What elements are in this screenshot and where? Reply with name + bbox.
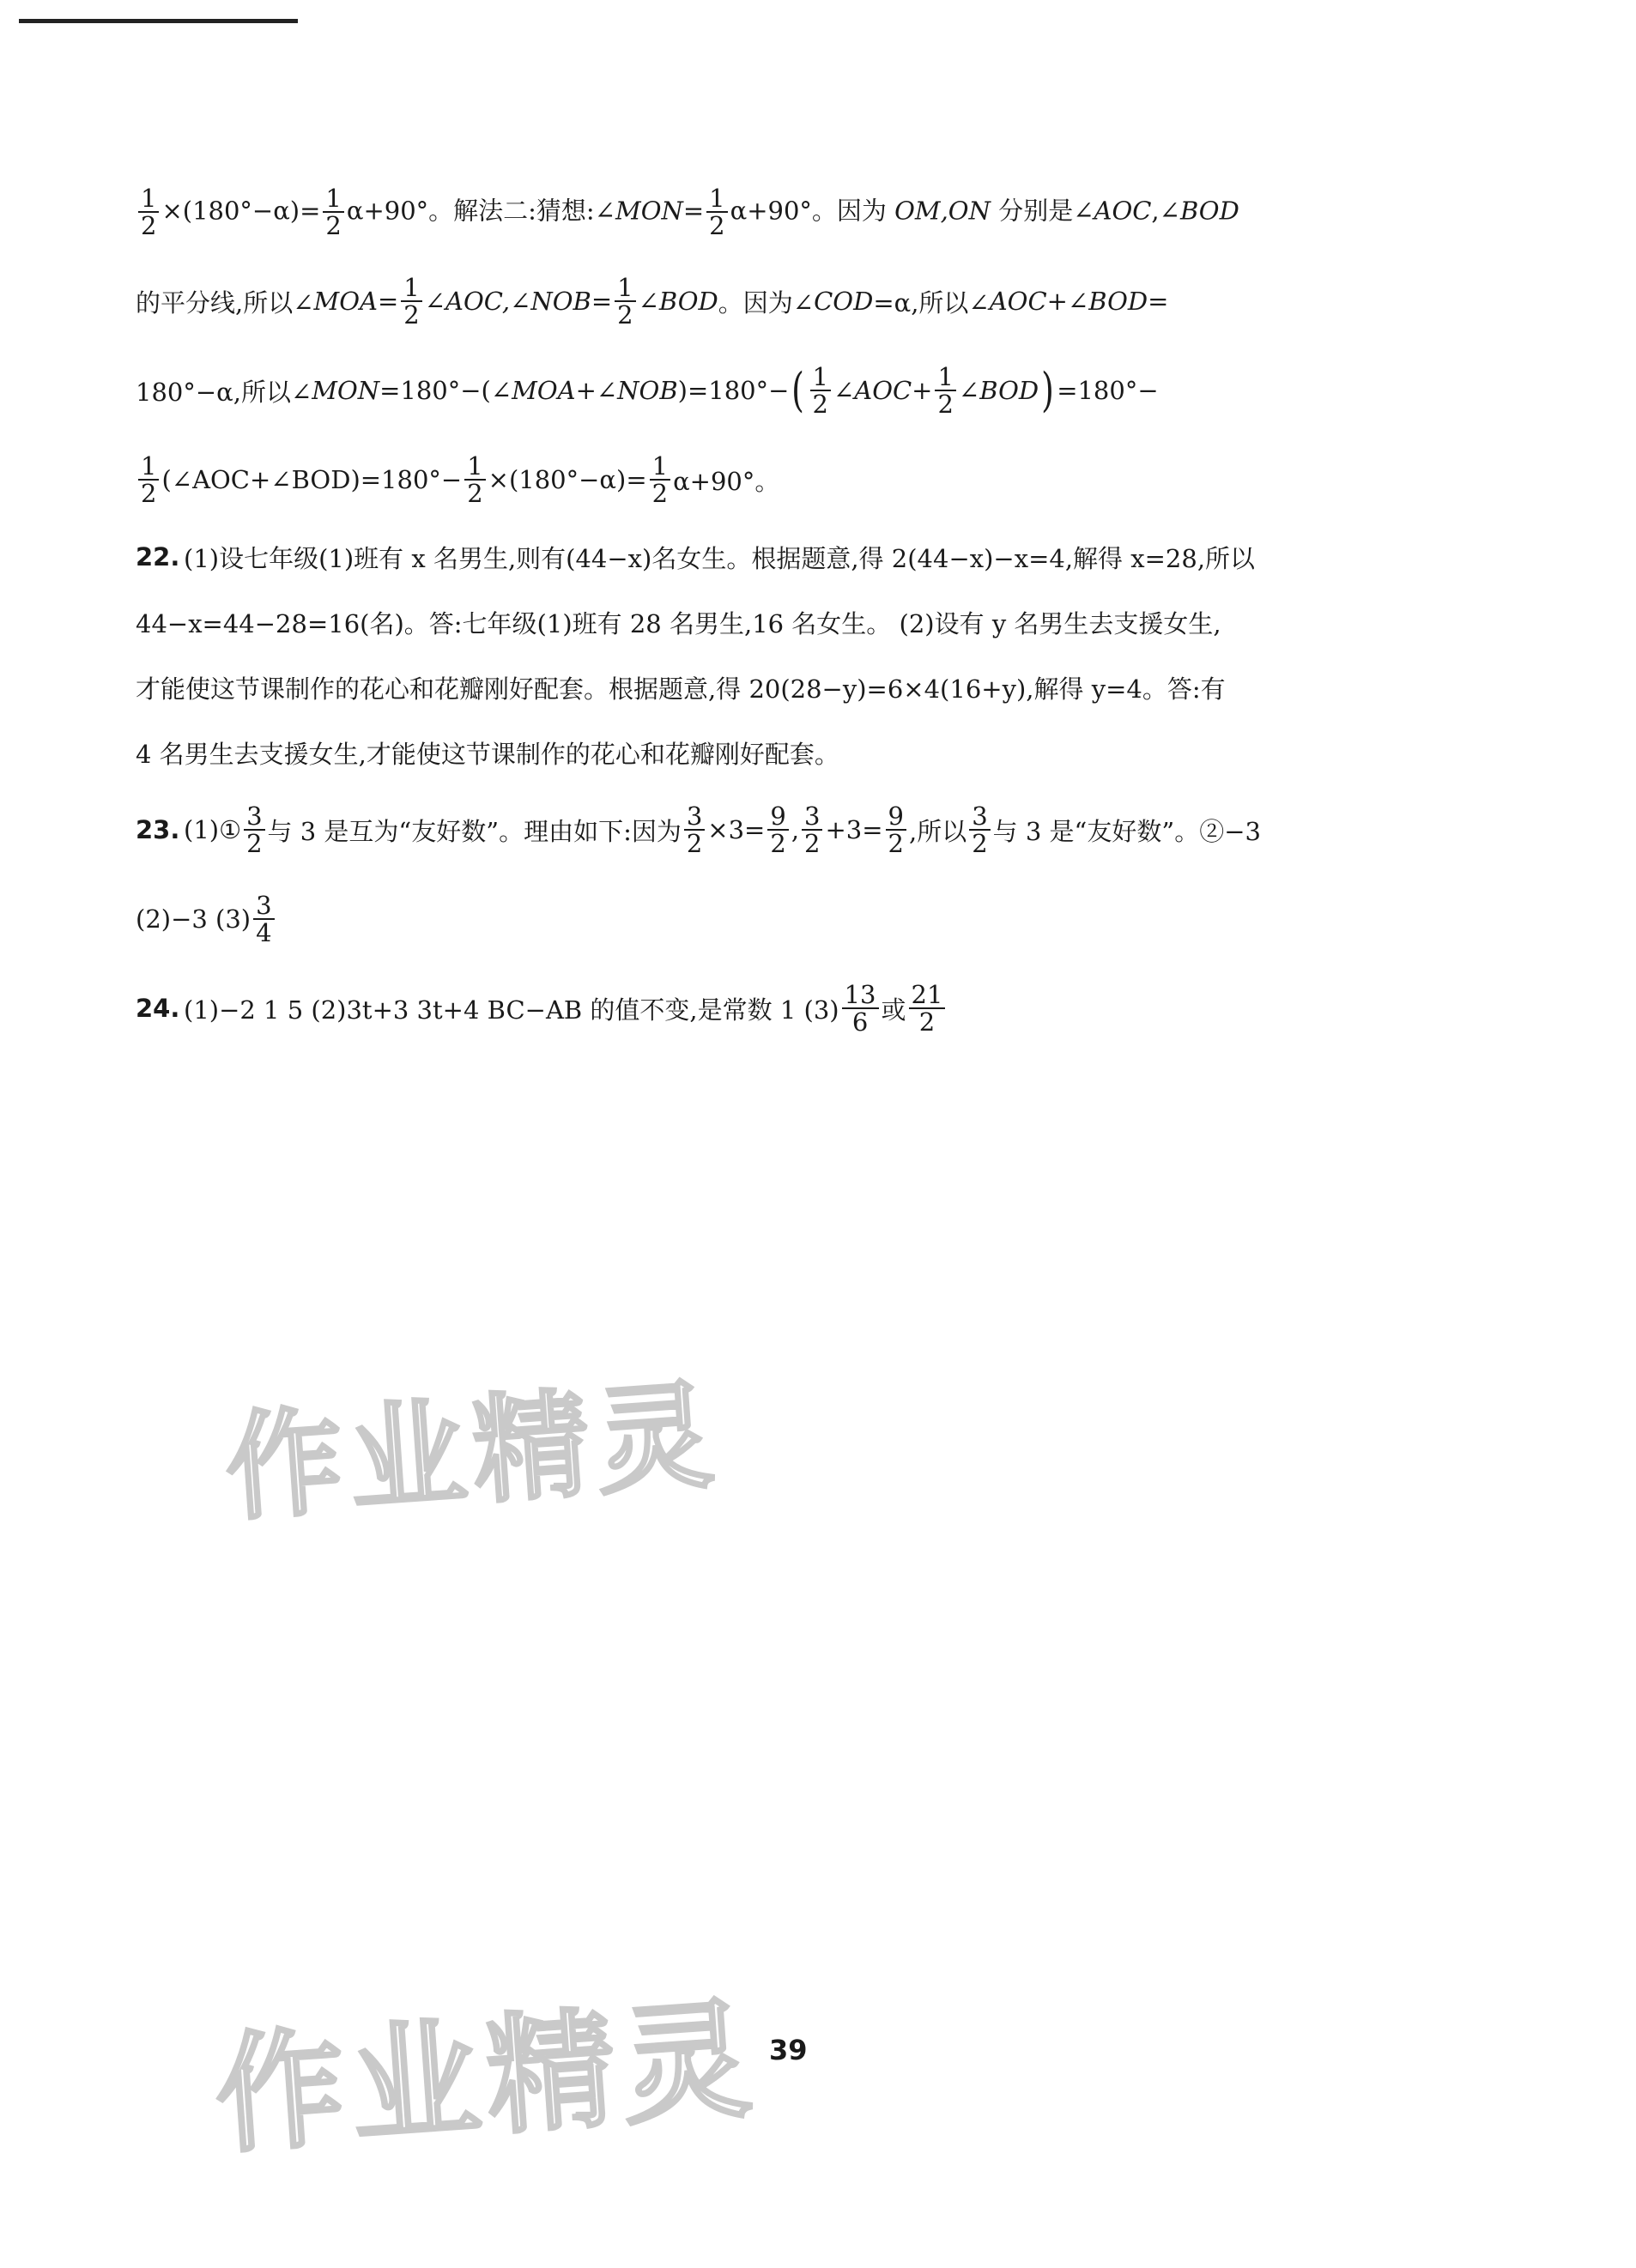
- fraction: $\frac{1}{2}$: [464, 453, 485, 507]
- q21-line-2: 的平分线,所以∠ MOA= $\frac{1}{2}$ ∠AOC,∠NOB= $\frac{1}{2}$ ∠ BOD 。因为∠ COD =α,所以∠ AOC+∠BOD=: [136, 272, 1169, 330]
- watermark: 作业精灵: [210, 1985, 763, 2172]
- fraction: $\frac{21}{2}$: [909, 982, 946, 1036]
- q22-line-2: 44−x=44−28=16(名)。答:七年级(1)班有 28 名男生,16 名女生。 (2)设有 y 名男生去支援女生,: [136, 608, 1221, 638]
- fraction: $\frac{1}{2}$: [401, 275, 421, 329]
- fraction: $\frac{13}{6}$: [842, 982, 879, 1036]
- q23-line-2: (2)−3 (3) $\frac{3}{4}$: [136, 874, 1440, 964]
- fraction: $\frac{3}{4}$: [253, 892, 274, 947]
- answer-content: [136, 167, 1440, 1053]
- fraction: $\frac{3}{2}$: [802, 803, 822, 857]
- q22-line-1: 22. (1)设七年级(1)班有 x 名男生,则有(44−x)名女生。根据题意,得 2(44−x)−x=4,解得 x=28,所以: [136, 542, 1256, 573]
- watermark: 作业精灵: [221, 1368, 724, 1538]
- fraction: $\frac{1}{2}$: [138, 453, 159, 507]
- fraction: $\frac{1}{2}$: [138, 185, 159, 239]
- question-number: 24.: [136, 994, 180, 1023]
- fraction: $\frac{1}{2}$: [935, 364, 955, 418]
- fraction: $\frac{9}{2}$: [886, 803, 906, 857]
- page-number: 39: [769, 2034, 808, 2066]
- fraction: $\frac{1}{2}$: [323, 185, 343, 239]
- fraction: $\frac{1}{2}$: [810, 364, 831, 418]
- fraction: $\frac{1}{2}$: [650, 453, 670, 507]
- q22-line-3: 才能使这节课制作的花心和花瓣刚好配套。根据题意,得 20(28−y)=6×4(16+y),解得 y=4。答:有: [136, 674, 1226, 704]
- fraction: $\frac{9}{2}$: [767, 803, 788, 857]
- q21-line-3: 180°−α,所以∠ MON =180°−(∠ MOA+∠NOB )=180°− ( $\frac{1}{2}$ ∠AOC+ $\frac{1}{2}$ ∠BOD ) =180°−: [136, 361, 1159, 419]
- fraction: $\frac{3}{2}$: [969, 803, 990, 857]
- fraction: $\frac{1}{2}$: [706, 185, 727, 239]
- question-number: 22.: [136, 542, 180, 572]
- fraction: $\frac{3}{2}$: [684, 803, 705, 857]
- fraction: $\frac{3}{2}$: [244, 803, 264, 857]
- question-number: 23.: [136, 815, 180, 844]
- q22-line-4: 4 名男生去支援女生,才能使这节课制作的花心和花瓣刚好配套。: [136, 739, 839, 769]
- q21-line-1: $\frac{1}{2}$ ×(180°−α)= $\frac{1}{2}$ α+90°。解法二:猜想:∠MON= $\frac{1}{2}$ α+90°。因为 OM,ON 分别是∠AOC,∠BOD: [136, 167, 1440, 257]
- q24-line-1: 24. (1)−2 1 5 (2)3t+3 3t+4 BC−AB 的值不变,是常数 1 (3) $\frac{13}{6}$ 或 $\frac{21}{2}$: [136, 964, 1440, 1053]
- fraction: $\frac{1}{2}$: [615, 275, 635, 329]
- top-rule: [19, 19, 298, 23]
- q21-line-4: $\frac{1}{2}$ (∠AOC+∠BOD)=180°− $\frac{1}{2}$ ×(180°−α)= $\frac{1}{2}$ α+90°。: [136, 435, 1440, 524]
- q23-line-1: 23. (1)① $\frac{3}{2}$ 与 3 是互为“友好数”。理由如下:因为 $\frac{3}{2}$ ×3= $\frac{9}{2}$ , $\frac{3}{2}$ +3= $\frac{9}{2}$ ,所以 $\frac{3}{2}$ 与 3 是“友好数”。②−3: [136, 801, 1261, 858]
